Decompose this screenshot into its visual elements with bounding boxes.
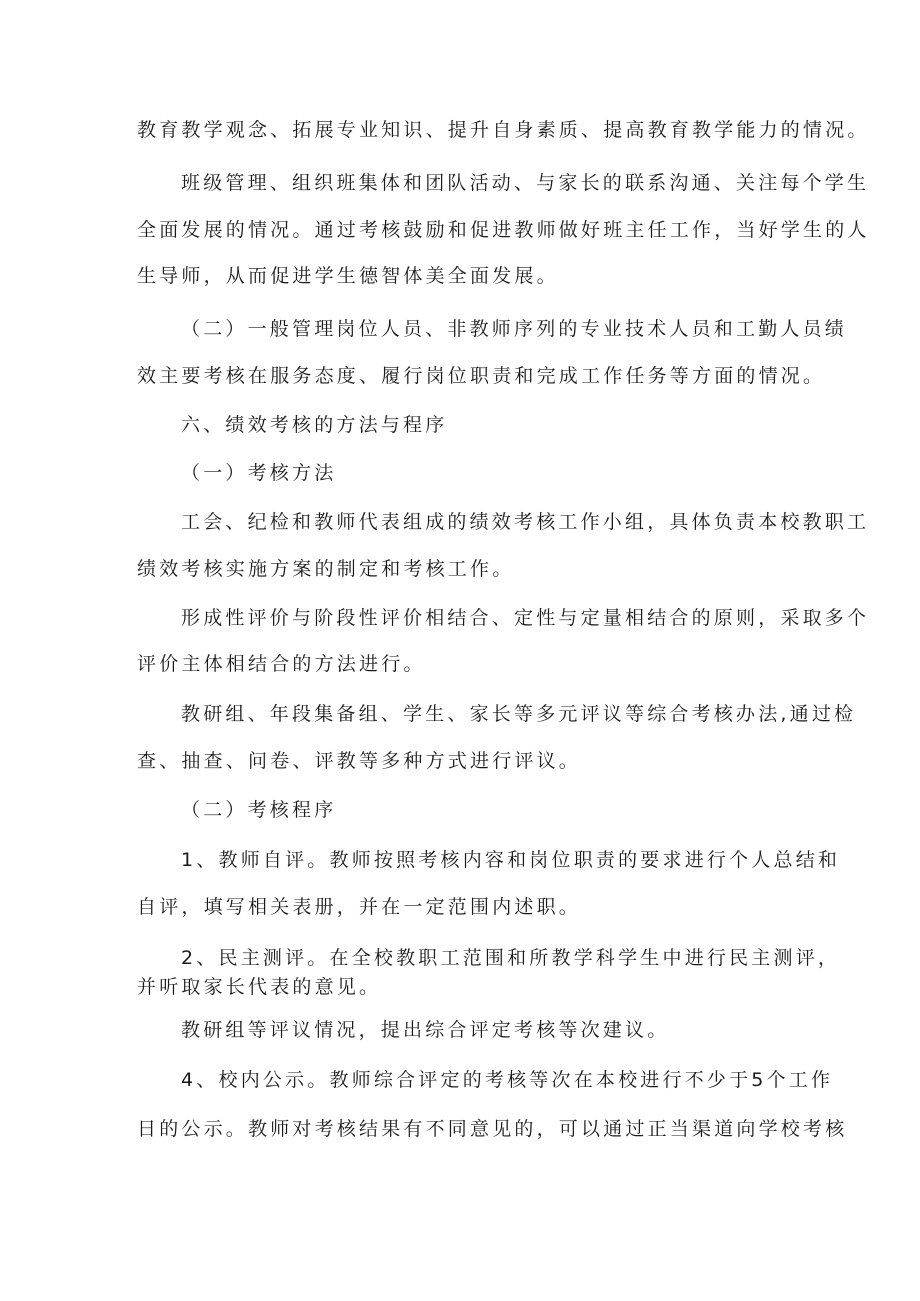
text-line: 形成性评价与阶段性评价相结合、定性与定量相结合的原则，采取多个	[181, 607, 870, 629]
subsection-heading: （二）考核程序	[181, 799, 337, 821]
section-heading: 六、绩效考核的方法与程序	[181, 414, 448, 436]
text-line: 班级管理、组织班集体和团队活动、与家长的联系沟通、关注每个学生	[181, 172, 870, 194]
text-line: 全面发展的情况。通过考核鼓励和促进教师做好班主任工作，当好学生的人	[137, 219, 870, 241]
text-line: 效主要考核在服务态度、履行岗位职责和完成工作任务等方面的情况。	[137, 365, 826, 387]
text-line: 自评，填写相关表册，并在一定范围内述职。	[137, 896, 582, 918]
subsection-heading: （一）考核方法	[181, 462, 337, 484]
section-heading: （二）一般管理岗位人员、非教师序列的专业技术人员和工勤人员绩	[181, 318, 848, 340]
text-line: 绩效考核实施方案的制定和考核工作。	[137, 558, 515, 580]
text-line: 查、抽查、问卷、评教等多种方式进行评议。	[137, 750, 582, 772]
text-line: 教育教学观念、拓展专业知识、提升自身素质、提高教育教学能力的情况。	[137, 119, 870, 141]
text-line: 并听取家长代表的意见。	[137, 976, 382, 998]
text-line: 2、民主测评。在全校教职工范围和所教学科学生中进行民主测评，	[181, 947, 841, 969]
text-line: 4、校内公示。教师综合评定的考核等次在本校进行不少于5个工作	[181, 1069, 834, 1091]
text-line: 教研组、年段集备组、学生、家长等多元评议等综合考核办法,通过检	[181, 703, 857, 725]
text-line: 评价主体相结合的方法进行。	[137, 653, 426, 675]
text-line: 教研组等评议情况，提出综合评定考核等次建议。	[181, 1019, 670, 1041]
text-line: 1、教师自评。教师按照考核内容和岗位职责的要求进行个人总结和	[181, 849, 841, 871]
text-line: 工会、纪检和教师代表组成的绩效考核工作小组，具体负责本校教职工	[181, 511, 870, 533]
text-line: 日的公示。教师对考核结果有不同意见的，可以通过正当渠道向学校考核	[137, 1118, 848, 1140]
text-line: 生导师，从而促进学生德智体美全面发展。	[137, 265, 559, 287]
